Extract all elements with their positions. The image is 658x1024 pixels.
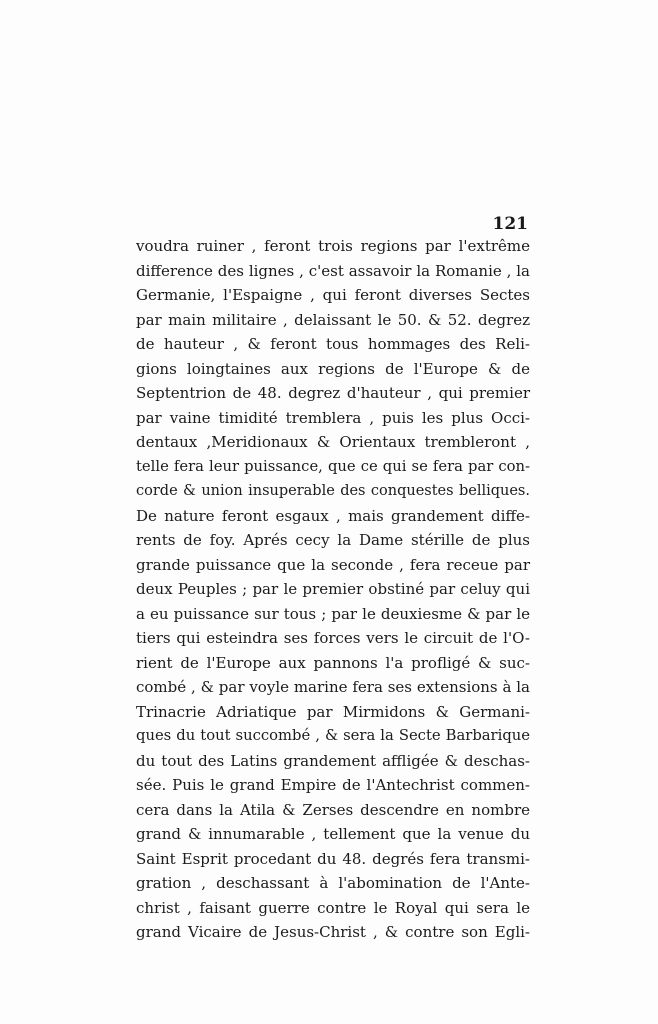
- page-number: 121: [492, 214, 528, 234]
- text-line: gions loingtaines aux regions de l'Europe & de: [136, 359, 530, 378]
- text-line: cera dans la Atila & Zerses descendre en nombre: [136, 800, 530, 819]
- text-line: Trinacrie Adriatique par Mirmidons & Germani-: [136, 702, 530, 721]
- text-line: deux Peuples ; par le premier obstiné par celuy qui: [136, 580, 530, 598]
- text-line: gration , deschassant à l'abomination de l'Ante-: [136, 874, 530, 892]
- text-line: rents de foy. Aprés cecy la Dame stérille de plus: [136, 531, 530, 549]
- text-line: a eu puissance sur tous ; par le deuxiesme & par le: [136, 604, 530, 623]
- text-line: par vaine timidité tremblera , puis les plus Occi-: [136, 408, 530, 427]
- text-line: telle fera leur puissance, que ce qui se fera par con-: [136, 457, 530, 475]
- text-line: Saint Esprit procedant du 48. degrés fera transmi-: [136, 849, 530, 868]
- text-line: du tout des Latins grandement affligée & deschas-: [136, 751, 530, 770]
- body-text: [136, 234, 530, 945]
- text-line: tiers qui esteindra ses forces vers le circuit de l'O-: [136, 629, 530, 647]
- text-line: combé , & par voyle marine fera ses extensions à la: [136, 678, 530, 696]
- text-line: voudra ruiner , feront trois regions par l'extrême: [136, 237, 530, 255]
- text-line: christ , faisant guerre contre le Royal qui sera le: [136, 898, 530, 917]
- text-line: ques du tout succombé , & sera la Secte Barbarique: [136, 727, 530, 744]
- text-line: grand Vicaire de Jesus-Christ , & contre son Egli-: [136, 923, 530, 941]
- text-line: par main militaire , delaissant le 50. & 52. degrez: [136, 310, 530, 329]
- text-line: De nature feront esgaux , mais grandement diffe-: [136, 506, 530, 525]
- text-line: sée. Puis le grand Empire de l'Antechrist commen-: [136, 776, 530, 794]
- text-line: Septentrion de 48. degrez d'hauteur , qui premier: [136, 384, 530, 402]
- text-line: grand & innumarable , tellement que la venue du: [136, 825, 530, 843]
- text-line: difference des lignes , c'est assavoir la Romanie , la: [136, 261, 530, 280]
- text-line: de hauteur , & feront tous hommages des Reli-: [136, 335, 530, 353]
- text-line: rient de l'Europe aux pannons l'a profligé & suc-: [136, 653, 530, 672]
- text-line: grande puissance que la seconde , fera receue par: [136, 555, 530, 574]
- text-line: corde & union insuperable des conquestes belliques.: [136, 483, 530, 499]
- text-line: Germanie, l'Espaigne , qui feront diverses Sectes: [136, 286, 530, 304]
- text-line: dentaux ,Meridionaux & Orientaux trembleront ,: [136, 433, 530, 451]
